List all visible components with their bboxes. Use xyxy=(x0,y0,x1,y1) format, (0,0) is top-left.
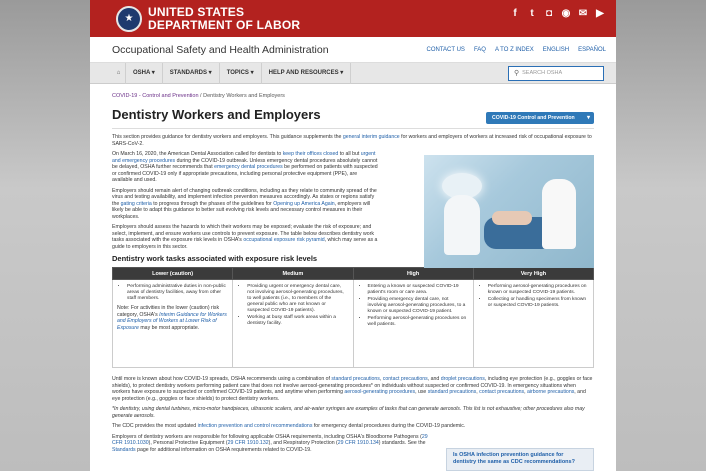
table-heading: Dentistry work tasks associated with exposure risk levels xyxy=(112,254,318,263)
droplet-precautions-link[interactable]: droplet precautions xyxy=(440,376,485,382)
main-content xyxy=(90,93,616,453)
faq-sidebox[interactable] xyxy=(446,448,594,471)
covid-button-label: COVID-19 Control and Prevention xyxy=(492,115,575,121)
text: during the COVID-19 outbreak. Unless emergency dental procedures absolutely cannot be delayed, OSHA further recommends that xyxy=(112,157,378,170)
contact-us-link[interactable]: CONTACT US xyxy=(426,46,465,53)
text: ), and Respiratory Protection ( xyxy=(268,440,338,446)
column-lower: Lower (caution) xyxy=(113,268,233,280)
agency-bar xyxy=(90,37,616,63)
urgent-procedures-link[interactable]: urgent and emergency procedures xyxy=(112,151,376,164)
cell-medium xyxy=(233,280,353,368)
list-item: • Performing aerosol-generating procedures on well patients. xyxy=(368,316,469,328)
rss-icon[interactable]: ◉ xyxy=(561,8,571,19)
requirements-paragraph xyxy=(112,434,432,454)
divider xyxy=(112,128,594,129)
text: Note: For activities in the lower (caution) risk category, OSHA's xyxy=(117,305,220,318)
nav-osha[interactable]: OSHA ▾ xyxy=(126,63,163,84)
list-item: • Performing aerosol-generating procedures on known or suspected COVID-19 patients. xyxy=(488,284,589,296)
instagram-icon[interactable]: ◘ xyxy=(545,8,553,19)
home-icon[interactable]: ⌂ xyxy=(112,63,126,84)
social-links xyxy=(509,8,606,20)
gating-criteria-link[interactable]: gating criteria xyxy=(120,200,152,207)
cell-lower xyxy=(113,280,233,368)
dept-line2: DEPARTMENT OF LABOR xyxy=(148,17,301,32)
risk-table xyxy=(112,267,594,368)
precautions-paragraph xyxy=(112,376,594,402)
respiratory-standard-link[interactable]: 29 CFR 1910.134 xyxy=(337,440,379,446)
breadcrumb-parent[interactable]: COVID-19 - Control and Prevention xyxy=(112,93,199,99)
text: ), Personal Protective Equipment ( xyxy=(148,440,228,446)
lower-risk-guidance-link[interactable]: Interim Guidance for Workers and Employers of Workers at Lower Risk of Exposure xyxy=(117,311,227,331)
text: to progress through the phases of the guidelines for xyxy=(151,200,274,207)
page-title: Dentistry Workers and Employers xyxy=(112,107,321,122)
text: , including eye protection (e.g., goggles or face shields), to protect dentistry workers performing patient care that does not involve aerosol-generating procedures* on individuals without suspected or confirmed COVID-19. In emergency situations when workers have exposure to suspected or confirmed COVID-19 patients, and anytime when performing xyxy=(112,376,593,395)
agency-title[interactable]: Occupational Safety and Health Administration xyxy=(112,43,329,56)
facebook-icon[interactable]: f xyxy=(513,8,517,19)
text: for emergency dental procedures during the COVID-19 pandemic. xyxy=(312,423,466,429)
contact-precautions-link[interactable]: contact precautions xyxy=(382,376,428,382)
text: Employers should assess the hazards to which their workers may be exposed; evaluate the risk of exposure; and select, implement, and ensure workers use controls to prevent exposure. The table below describes dentistry work tasks associated with the exposure risk levels in OSHA's xyxy=(112,224,375,243)
text: , and eye protection (e.g., goggles or face shields) to protect dentistry workers. xyxy=(112,389,586,402)
aerosol-procedures-link[interactable]: aerosol-generating procedures xyxy=(344,389,416,395)
dentistry-photo xyxy=(424,155,594,268)
contact-precautions-link-2[interactable]: contact precautions xyxy=(479,389,525,395)
utility-links xyxy=(426,47,606,53)
search-input[interactable] xyxy=(508,66,604,81)
intro-paragraph-1 xyxy=(112,134,594,147)
photo-assistant xyxy=(542,179,576,249)
intro-paragraph-4 xyxy=(112,224,378,250)
text: , employers will likely be able to adapt this guidance to better suit evolving risk levels and necessary control measures in their workplaces. xyxy=(112,200,371,220)
dept-line1: UNITED STATES xyxy=(148,4,245,19)
cell-high xyxy=(353,280,473,368)
list-item: • Collecting or handling specimens from known or suspected COVID-19 patients. xyxy=(488,297,589,309)
text: This section provides guidance for dentistry workers and employers. This guidance supplements the xyxy=(112,134,343,140)
standards-page-link[interactable]: Standards xyxy=(112,446,136,453)
intro-column xyxy=(112,151,378,250)
general-guidance-link[interactable]: general interim guidance xyxy=(342,134,400,140)
text: page for additional information on OSHA requirements related to COVID-19. xyxy=(135,446,312,453)
breadcrumb-separator: / xyxy=(200,93,202,99)
dol-seal-icon[interactable]: ★ xyxy=(116,6,142,32)
photo-dentist xyxy=(444,195,480,255)
background-right xyxy=(616,0,706,471)
nav-standards[interactable]: STANDARDS ▾ xyxy=(163,63,220,84)
text: , xyxy=(476,389,480,395)
sidebox-line2: dentistry the same as CDC recommendations? xyxy=(453,459,575,465)
intro-paragraph-3 xyxy=(112,188,378,221)
twitter-icon[interactable]: t xyxy=(530,8,534,19)
dol-header xyxy=(90,0,616,37)
after-table xyxy=(112,376,594,453)
column-medium: Medium xyxy=(233,268,353,280)
bloodborne-standard-link[interactable]: 29 CFR 1910.1030 xyxy=(112,433,428,446)
column-very-high: Very High xyxy=(473,268,593,280)
faq-link[interactable]: FAQ xyxy=(473,46,486,53)
cdc-paragraph xyxy=(112,423,594,430)
youtube-icon[interactable]: ▶ xyxy=(596,8,604,19)
standard-precautions-link-2[interactable]: standard precautions xyxy=(427,389,477,395)
opening-america-link[interactable]: Opening up America Again xyxy=(273,200,335,207)
ppe-standard-link[interactable]: 29 CFR 1910.132 xyxy=(227,440,269,446)
breadcrumb-current: Dentistry Workers and Employers xyxy=(203,93,285,99)
search-icon: ⚲ xyxy=(514,69,520,77)
list-item: • Performing administrative duties in non-public areas of dentistry facilities, away from other staff members. xyxy=(127,284,228,302)
text: Employers should remain alert of changing outbreak conditions, including as they relate to community spread of the virus and testing availability, and implement infection prevention measures accordingly. As states or regions satisfy the xyxy=(112,187,377,207)
nav-help-resources[interactable]: HELP AND RESOURCES ▾ xyxy=(262,63,352,84)
dol-name[interactable] xyxy=(148,6,300,32)
espanol-link[interactable]: ESPAÑOL xyxy=(578,46,606,53)
page xyxy=(90,0,616,471)
emergency-procedures-link[interactable]: emergency dental procedures xyxy=(214,164,283,170)
chevron-down-icon: ▾ xyxy=(586,115,590,121)
cell-very-high xyxy=(473,280,593,368)
text: Until more is known about how COVID-19 spreads, OSHA recommends using a combination of xyxy=(112,376,332,382)
column-high: High xyxy=(353,268,473,280)
text: , xyxy=(379,376,383,382)
text: for workers and employers of workers at increased risk of occupational exposure to SARS-CoV-2. xyxy=(112,134,592,147)
text: The CDC provides the most updated xyxy=(112,423,198,429)
list-item: • Entering a known or suspected COVID-19 patient's room or care area. xyxy=(368,284,469,296)
list-item: • Providing emergency dental care, not involving aerosol-generating procedures, to a known or suspected COVID-19 patient. xyxy=(368,297,469,315)
list-item: • Working at busy staff work areas within a dentistry facility. xyxy=(247,315,348,327)
text: ) standards. See the xyxy=(378,440,426,446)
text: Employers of dentistry workers are responsible for following applicable OSHA requirements, including OSHA's Bloodborne Pathogens ( xyxy=(112,433,422,440)
covid-control-button[interactable] xyxy=(486,112,594,124)
search-placeholder: SEARCH OSHA xyxy=(522,69,563,76)
breadcrumb xyxy=(112,93,594,99)
a-to-z-link[interactable]: A TO Z INDEX xyxy=(494,46,534,53)
lower-note xyxy=(117,305,228,331)
cdc-recommendations-link[interactable]: infection prevention and control recommendations xyxy=(197,423,313,429)
text: may be most appropriate. xyxy=(138,324,200,331)
nav-topics[interactable]: TOPICS ▾ xyxy=(220,63,262,84)
intro-paragraph-2 xyxy=(112,151,378,184)
photo-patient xyxy=(492,211,532,225)
text: , which may serve as a guide to employers in this sector. xyxy=(112,237,378,250)
table-row xyxy=(113,280,594,368)
background-left xyxy=(0,0,90,471)
text: be performed on patients with suspected or confirmed COVID-19 only if appropriate precautions, including personal protective equipment (PPE), are available and used. xyxy=(112,164,378,183)
list-item: • Providing urgent or emergency dental care, not involving aerosol-generating procedures, to well patients (i.e., to members of the general public who are not known or suspected COVID-19 patients). xyxy=(247,284,348,314)
sidebox-line1: Is OSHA infection prevention guidance for xyxy=(453,452,564,458)
text: , xyxy=(524,389,527,395)
text: , and xyxy=(427,376,441,382)
text: On March 16, 2020, the American Dental Association called for dentists to xyxy=(112,151,283,157)
offices-closed-link[interactable]: keep their offices closed xyxy=(282,151,339,157)
main-nav xyxy=(90,63,616,84)
english-link[interactable]: ENGLISH xyxy=(542,46,570,53)
aerosol-footnote: *In dentistry, using dental turbines, micro-motor handpieces, ultrasonic scalers, and air-water syringes are examples of tasks that can generate aerosols. This list is not exhaustive; other procedures also may generate aerosols. xyxy=(112,406,585,419)
standard-precautions-link[interactable]: standard precautions xyxy=(331,376,380,382)
risk-pyramid-link[interactable]: occupational exposure risk pyramid xyxy=(243,237,325,243)
email-icon[interactable]: ✉ xyxy=(578,8,588,19)
text: , use xyxy=(415,389,428,395)
airborne-precautions-link[interactable]: airborne precautions xyxy=(527,389,575,395)
table-header-row xyxy=(113,268,594,280)
text: to all but xyxy=(338,151,361,157)
